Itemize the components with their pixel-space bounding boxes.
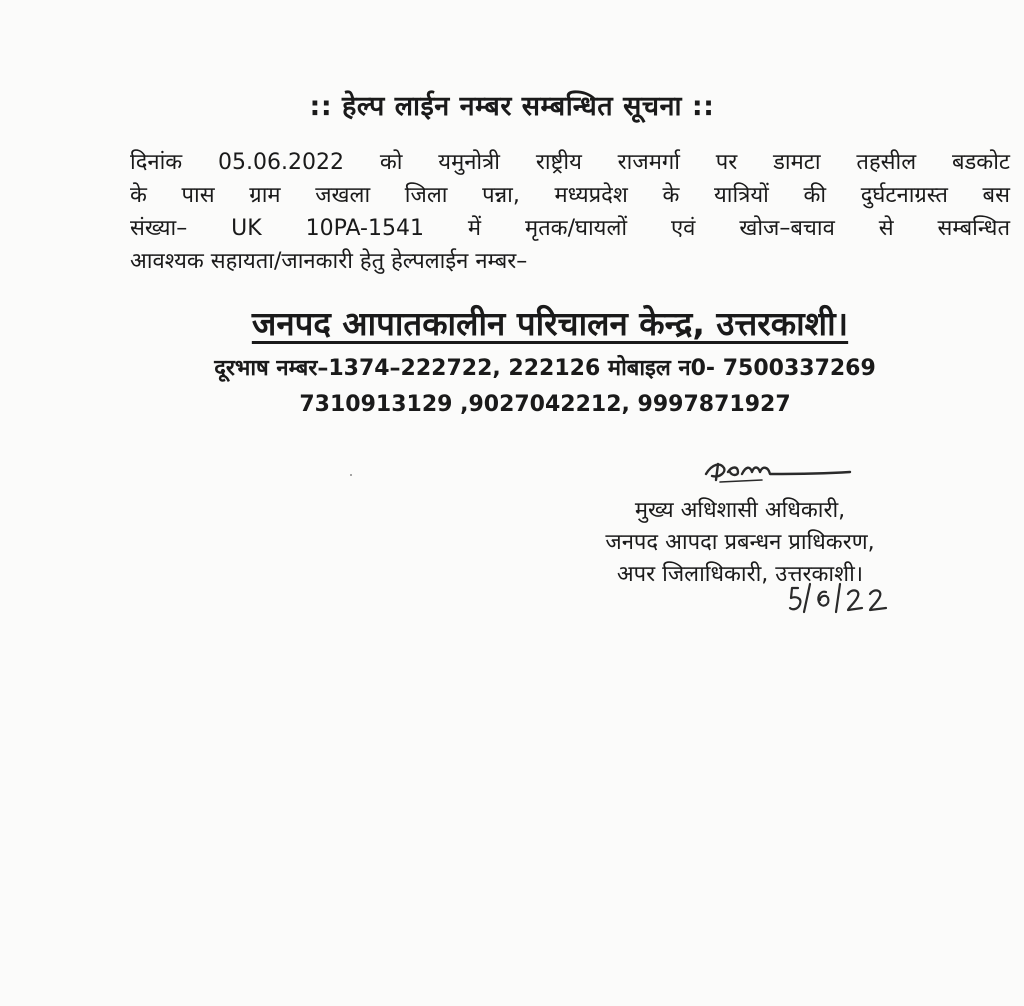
emergency-centre-title-text: जनपद आपातकालीन परिचालन केन्द्र, उत्तरकाशी। (251, 304, 849, 343)
notice-body (130, 146, 1010, 278)
signatory-line-1: मुख्य अधिशासी अधिकारी, (634, 498, 846, 523)
emergency-centre-title (185, 300, 915, 345)
body-line-1: दिनांक 05.06.2022 को यमुनोत्री राष्ट्रीय राजमर्गा पर डामटा तहसील बडकोट (130, 150, 1010, 175)
notice-heading: :: हेल्प लाईन नम्बर सम्बन्धित सूचना :: (309, 91, 715, 122)
signatory-line-2: जनपद आपदा प्रबन्धन प्राधिकरण, (605, 530, 875, 555)
paper-speck (350, 474, 352, 476)
phone-numbers-line-2: 7310913129 ,9027042212, 9997871927 (299, 392, 791, 417)
body-line-4: आवश्यक सहायता/जानकारी हेतु हेल्पलाईन नम्बर– (130, 249, 528, 274)
signatory-line-3: अपर जिलाधिकारी, उत्तरकाशी। (616, 562, 864, 587)
body-line-3: संख्या– UK 10PA-1541 में मृतक/घायलों एवं खोज–बचाव से सम्बन्धित (130, 216, 1010, 241)
body-line-2: के पास ग्राम जखला जिला पन्ना, मध्यप्रदेश के यात्रियों की दुर्घटनाग्रस्त बस (130, 183, 1010, 208)
handwritten-signature (698, 452, 858, 492)
phone-numbers-line-1: दूरभाष नम्बर–1374–222722, 222126 मोबाइल न0- 7500337269 (214, 356, 876, 381)
signatory-block (540, 495, 940, 591)
handwritten-date (786, 580, 906, 616)
